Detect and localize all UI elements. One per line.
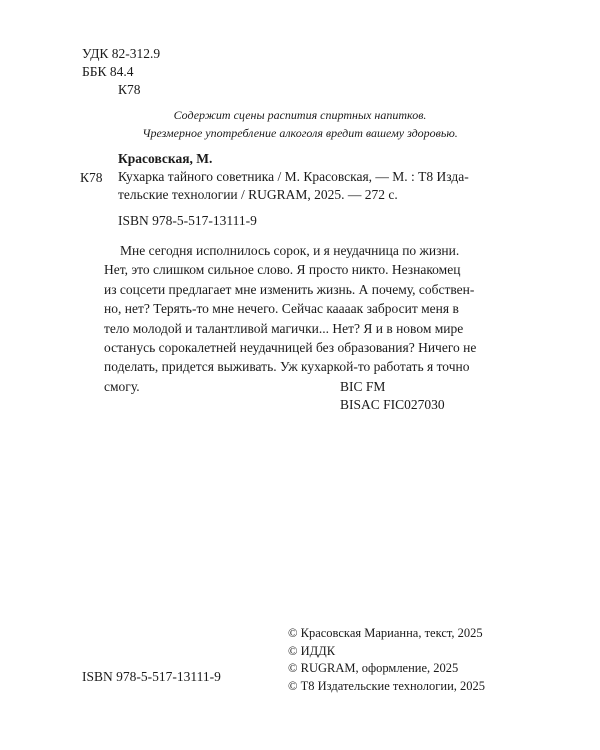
copyright-block bbox=[288, 625, 485, 695]
bibliographic-line: Кухарка тайного советника / М. Красовская, — М. : Т8 Изда- bbox=[118, 169, 469, 184]
bbk-code: ББК 84.4 bbox=[82, 64, 134, 79]
copyright-line: © ИДДК bbox=[288, 643, 336, 658]
book-abstract bbox=[104, 241, 516, 396]
abstract-line: Нет, это слишком сильное слово. Я просто никто. Незнакомец bbox=[104, 262, 461, 278]
abstract-line: но, нет? Терять-то мне нечего. Сейчас каааак забросит меня в bbox=[104, 301, 459, 317]
bic-code: BIC FM bbox=[340, 379, 386, 394]
copyright-line: © Красовская Марианна, текст, 2025 bbox=[288, 626, 483, 640]
abstract-line: Мне сегодня исполнилось сорок, и я неудачница по жизни. bbox=[120, 243, 460, 258]
bibliographic-description bbox=[118, 168, 508, 204]
warning-line-1: Содержит сцены распития спиртных напитков. bbox=[173, 108, 427, 122]
author-name: Красовская, М. bbox=[118, 151, 213, 166]
author-mark: К78 bbox=[80, 170, 103, 185]
abstract-line: останусь сорокалетней неудачницей без образования? Ничего не bbox=[104, 340, 477, 356]
abstract-line: смогу. bbox=[104, 378, 140, 394]
isbn-bottom: ISBN 978-5-517-13111-9 bbox=[82, 669, 221, 684]
udk-code: УДК 82-312.9 bbox=[82, 46, 161, 61]
bibliographic-line: тельские технологии / RUGRAM, 2025. — 272 с. bbox=[118, 187, 398, 202]
copyright-line: © Т8 Издательские технологии, 2025 bbox=[288, 678, 486, 693]
copyright-line: © RUGRAM, оформление, 2025 bbox=[288, 661, 459, 675]
isbn-top: ISBN 978-5-517-13111-9 bbox=[118, 213, 257, 228]
abstract-line: поделать, придется выживать. Уж кухаркой-то работать я точно bbox=[104, 359, 470, 375]
bisac-code: BISAC FIC027030 bbox=[340, 397, 445, 412]
warning-line-2: Чрезмерное употребление алкоголя вредит вашему здоровью. bbox=[142, 126, 458, 140]
abstract-line: из соцсети предлагает мне изменить жизнь. А почему, собствен- bbox=[104, 281, 475, 297]
author-mark-top: К78 bbox=[118, 82, 141, 97]
abstract-line: тело молодой и талантливой магички... Нет? Я и в новом мире bbox=[104, 320, 464, 336]
